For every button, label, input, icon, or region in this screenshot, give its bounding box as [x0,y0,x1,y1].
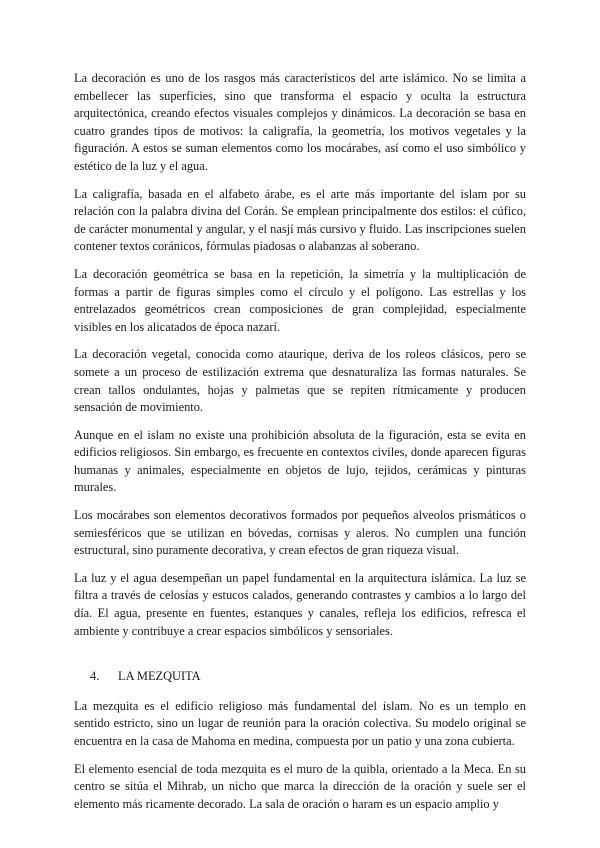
paragraph-light-water: La luz y el agua desempeñan un papel fundamental en la arquitectura islámica. La luz se filtra a través de celosías y estucos calados, generando contrastes y cambios a lo largo del día. El agua, presente en fuentes, estanques y canales, refleja los edificios, refresca el ambiente y contribuye a crear espacios simbólicos y sensoriales. [74,570,526,638]
document-body [74,70,526,823]
paragraph-figuration: Aunque en el islam no existe una prohibición absoluta de la figuración, esta se evita en edificios religiosos. Sin embargo, es frecuente en contextos civiles, donde aparecen figuras humanas y animales, especialmente en objetos de lujo, tejidos, cerámicas y pinturas murales. [74,427,526,495]
section-title: LA MEZQUITA [118,669,201,684]
paragraph-quibla: El elemento esencial de toda mezquita es el muro de la quibla, orientado a la Meca. En su centro se sitúa el Mihrab, un nicho que marca la dirección de la oración y suele ser el elemento más ricamente decorado. La sala de oración o haram es un espacio amplio y [74,761,526,811]
paragraph-mosque-intro: La mezquita es el edificio religioso más fundamental del islam. No es un templo en sentido estricto, sino un lugar de reunión para la oración colectiva. Su modelo original se encuentra en la casa de Mahoma en medina, compuesta por un patio y una zona cubierta. [74,698,526,748]
paragraph-vegetal: La decoración vegetal, conocida como ataurique, deriva de los roleos clásicos, pero se somete a un proceso de estilización extrema que desnaturaliza las formas naturales. Se crean tallos ondulantes, hojas y palmetas que se repiten rítmicamente y producen sensación de movimiento. [74,347,526,415]
paragraph-geometric: La decoración geométrica se basa en la repetición, la simetría y la multiplicación de formas a partir de figuras simples como el círculo y el polígono. Las estrellas y los entrelazados geométricos crean composiciones de gran complejidad, especialmente visibles en los alicatados de época nazarí. [74,266,526,334]
paragraph-decoration-intro: La decoración es uno de los rasgos más característicos del arte islámico. No se limita a embellecer las superficies, sino que transforma el espacio y oculta la estructura arquitectónica, creando efectos visuales complejos y dinámicos. La decoración se basa en cuatro grandes tipos de motivos: la caligrafía, la geometría, los motivos vegetales y la figuración. A estos se suman elementos como los mocárabes, así como el uso simbólico y estético de la luz y el agua. [74,71,526,173]
section-heading [74,668,526,686]
paragraph-mocarabes: Los mocárabes son elementos decorativos formados por pequeños alveolos prismáticos o semiesféricos que se utilizan en bóvedas, cornisas y aleros. No cumplen una función estructural, sino puramente decorativa, y crean efectos de gran riqueza visual. [74,508,526,558]
section-number: 4. [90,669,100,684]
paragraph-calligraphy: La caligrafía, basada en el alfabeto árabe, es el arte más importante del islam por su relación con la palabra divina del Corán. Se emplean principalmente dos estilos: el cúfico, de carácter monumental y angular, y el nasjí más cursivo y fluido. Las inscripciones suelen contener textos coránicos, fórmulas piadosas o alabanzas al soberano. [74,186,526,254]
